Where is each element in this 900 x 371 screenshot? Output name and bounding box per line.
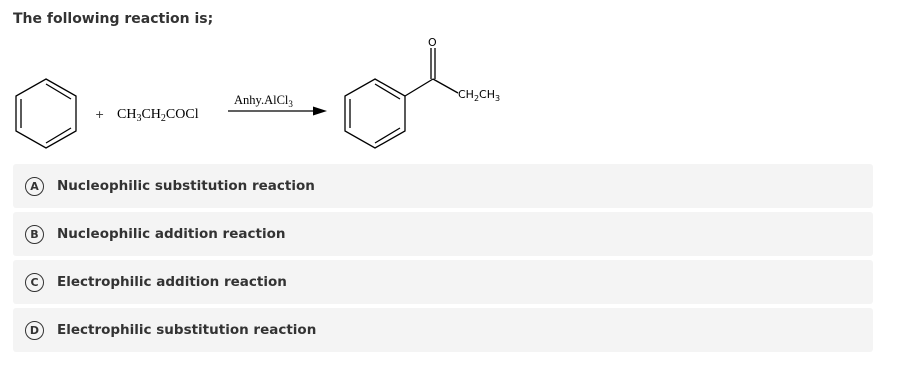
- option-label: Nucleophilic substitution reaction: [57, 178, 315, 194]
- reaction-scheme: [0, 30, 900, 160]
- option-a[interactable]: [13, 164, 873, 208]
- option-letter-badge: C: [25, 273, 44, 292]
- option-label: Electrophilic addition reaction: [57, 274, 287, 290]
- option-b[interactable]: [13, 212, 873, 256]
- plus-sign: +: [95, 108, 105, 121]
- option-label: Nucleophilic addition reaction: [57, 226, 286, 242]
- carbonyl-oxygen: O: [428, 36, 437, 49]
- option-label: Electrophilic substitution reaction: [57, 322, 317, 338]
- reaction-arrow: [228, 107, 327, 116]
- benzene-reactant: [16, 79, 76, 148]
- options-list: [13, 164, 873, 356]
- option-c[interactable]: [13, 260, 873, 304]
- option-letter-badge: A: [25, 177, 44, 196]
- ethyl-group: $CH_2CH_3$: [458, 88, 501, 103]
- question-text: The following reaction is;: [13, 11, 214, 27]
- product-structure: [345, 48, 458, 148]
- reagent-formula: $CH_3CH_2COCl$: [117, 107, 199, 124]
- option-letter-badge: B: [25, 225, 44, 244]
- option-letter-badge: D: [25, 321, 44, 340]
- catalyst-label: Anhy.AlCl$_3$: [234, 93, 293, 109]
- option-d[interactable]: [13, 308, 873, 352]
